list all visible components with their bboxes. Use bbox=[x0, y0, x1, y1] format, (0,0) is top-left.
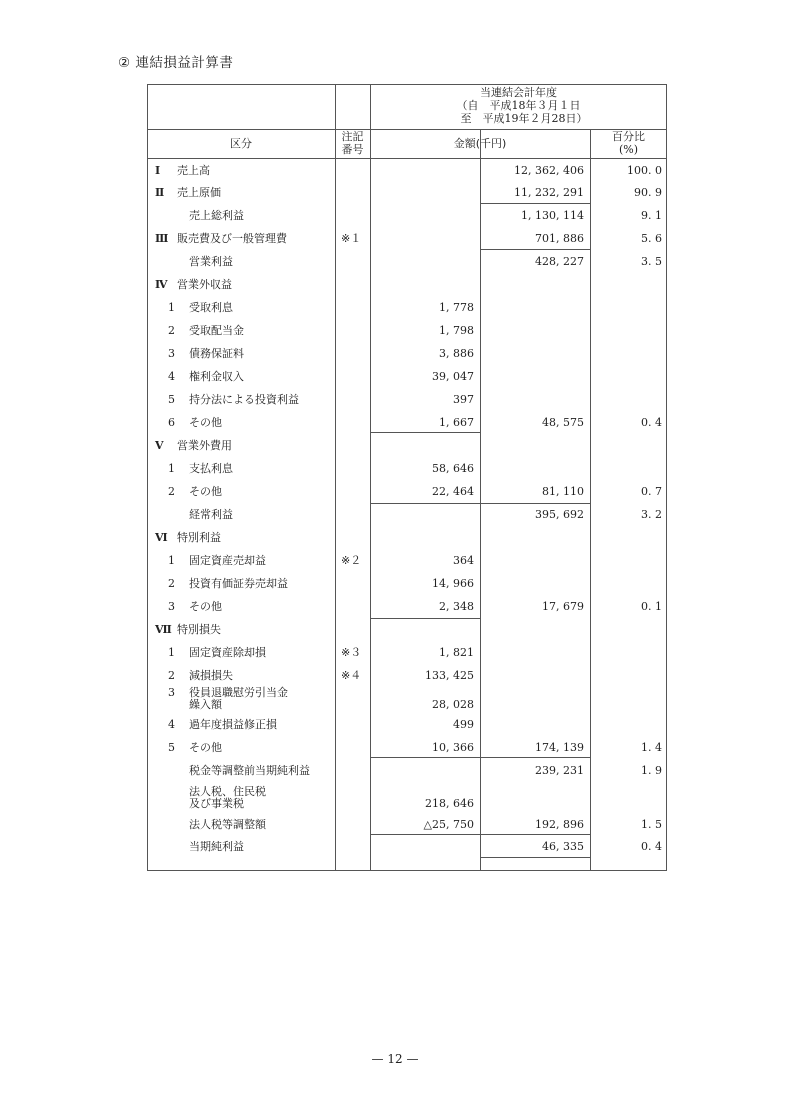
row-number: Ⅶ bbox=[155, 623, 172, 636]
header-amount: 金額(千円) bbox=[453, 137, 507, 150]
row-number: 4 bbox=[168, 718, 175, 731]
row-label: 持分法による投資利益 bbox=[189, 393, 299, 406]
sub-amount: 3, 886 bbox=[439, 347, 474, 360]
sub-amount: 1, 667 bbox=[439, 416, 474, 429]
sub-amount: 58, 646 bbox=[432, 462, 474, 475]
header-ratio-line1: 百分比 bbox=[612, 130, 645, 143]
ratio: 0. 4 bbox=[641, 840, 662, 853]
row-label: 減損損失 bbox=[189, 669, 233, 682]
section-title: ② 連結損益計算書 bbox=[118, 55, 234, 71]
row-label: 過年度損益修正損 bbox=[189, 718, 277, 731]
divider bbox=[370, 757, 590, 758]
period-header-line1: 当連結会計年度 bbox=[480, 86, 557, 99]
ratio: 1. 9 bbox=[641, 764, 662, 777]
total-amount: 174, 139 bbox=[535, 741, 584, 754]
note-ref: ※２ bbox=[341, 554, 362, 567]
sub-amount: 397 bbox=[453, 393, 474, 406]
row-number: 3 bbox=[168, 347, 175, 360]
row-label: 営業利益 bbox=[189, 255, 233, 268]
divider bbox=[590, 129, 591, 871]
ratio: 0. 4 bbox=[641, 416, 662, 429]
row-label: 固定資産売却益 bbox=[189, 554, 266, 567]
sub-amount: 1, 821 bbox=[439, 646, 474, 659]
header-category: 区分 bbox=[230, 137, 252, 150]
total-amount: 395, 692 bbox=[535, 508, 584, 521]
ratio: 9. 1 bbox=[641, 209, 662, 222]
divider bbox=[370, 84, 371, 871]
divider bbox=[370, 503, 590, 504]
divider bbox=[147, 129, 667, 130]
total-amount: 46, 335 bbox=[542, 840, 584, 853]
row-label: 受取利息 bbox=[189, 301, 233, 314]
row-number: 1 bbox=[168, 462, 175, 475]
ratio: 1. 5 bbox=[641, 818, 662, 831]
row-number: 2 bbox=[168, 577, 175, 590]
row-label: 支払利息 bbox=[189, 462, 233, 475]
row-number: 1 bbox=[168, 554, 175, 567]
header-note-line2: 番号 bbox=[341, 143, 364, 156]
row-label: その他 bbox=[189, 416, 222, 429]
ratio: 90. 9 bbox=[634, 186, 662, 199]
divider bbox=[480, 249, 590, 250]
divider bbox=[370, 432, 480, 433]
note-ref: ※４ bbox=[341, 669, 362, 682]
row-number: 1 bbox=[168, 646, 175, 659]
sub-amount: 28, 028 bbox=[432, 698, 474, 711]
divider bbox=[370, 618, 480, 619]
divider bbox=[480, 857, 590, 858]
header-ratio-line2: (%) bbox=[618, 143, 639, 156]
row-number: 1 bbox=[168, 301, 175, 314]
divider bbox=[480, 203, 590, 204]
period-header-line3: 至 平成19年２月28日） bbox=[449, 112, 588, 125]
row-number: 2 bbox=[168, 485, 175, 498]
row-label-line2: 繰入額 bbox=[189, 698, 222, 711]
page-number: — 12 — bbox=[371, 1052, 419, 1066]
row-label: 売上総利益 bbox=[189, 209, 244, 222]
row-label: 売上原価 bbox=[177, 186, 221, 199]
row-number: 4 bbox=[168, 370, 175, 383]
sub-amount: 1, 778 bbox=[439, 301, 474, 314]
row-label: 役員退職慰労引当金 bbox=[189, 686, 288, 699]
note-ref: ※１ bbox=[341, 232, 362, 245]
row-number: Ⅱ bbox=[155, 186, 165, 199]
row-label: 債務保証料 bbox=[189, 347, 244, 360]
ratio: 1. 4 bbox=[641, 741, 662, 754]
row-label: 法人税等調整額 bbox=[189, 818, 266, 831]
row-label: 特別損失 bbox=[177, 623, 221, 636]
row-number: Ⅵ bbox=[155, 531, 168, 544]
row-label-line2: 及び事業税 bbox=[189, 797, 244, 810]
note-ref: ※３ bbox=[341, 646, 362, 659]
row-label: 当期純利益 bbox=[189, 840, 244, 853]
total-amount: 239, 231 bbox=[535, 764, 584, 777]
row-number: 6 bbox=[168, 416, 175, 429]
sub-amount: 499 bbox=[453, 718, 474, 731]
divider bbox=[147, 158, 667, 159]
sub-amount: 10, 366 bbox=[432, 741, 474, 754]
row-number: Ⅲ bbox=[155, 232, 169, 245]
total-amount: 192, 896 bbox=[535, 818, 584, 831]
ratio: 3. 5 bbox=[641, 255, 662, 268]
row-label: 販売費及び一般管理費 bbox=[177, 232, 287, 245]
divider bbox=[370, 834, 590, 835]
sub-amount: 14, 966 bbox=[432, 577, 474, 590]
row-number: Ⅰ bbox=[155, 164, 161, 177]
total-amount: 701, 886 bbox=[535, 232, 584, 245]
divider bbox=[480, 129, 481, 871]
row-number: 3 bbox=[168, 686, 175, 699]
sub-amount: 22, 464 bbox=[432, 485, 474, 498]
total-amount: 81, 110 bbox=[542, 485, 584, 498]
header-note-line1: 注記 bbox=[341, 130, 364, 143]
ratio: 0. 7 bbox=[641, 485, 662, 498]
total-amount: 428, 227 bbox=[535, 255, 584, 268]
row-number: 5 bbox=[168, 741, 175, 754]
row-label: 経常利益 bbox=[189, 508, 233, 521]
sub-amount: 364 bbox=[453, 554, 474, 567]
row-label: 営業外費用 bbox=[177, 439, 232, 452]
sub-amount: 133, 425 bbox=[425, 669, 474, 682]
total-amount: 17, 679 bbox=[542, 600, 584, 613]
row-label: その他 bbox=[189, 741, 222, 754]
ratio: 0. 1 bbox=[641, 600, 662, 613]
sub-amount: 1, 798 bbox=[439, 324, 474, 337]
row-label: 権利金収入 bbox=[189, 370, 244, 383]
sub-amount: 218, 646 bbox=[425, 797, 474, 810]
row-label: その他 bbox=[189, 600, 222, 613]
sub-amount: 39, 047 bbox=[432, 370, 474, 383]
row-label: 特別利益 bbox=[177, 531, 221, 544]
period-header-line2: （自 平成18年３月１日 bbox=[456, 99, 581, 112]
row-number: 2 bbox=[168, 669, 175, 682]
row-label: その他 bbox=[189, 485, 222, 498]
total-amount: 11, 232, 291 bbox=[514, 186, 584, 199]
ratio: 3. 2 bbox=[641, 508, 662, 521]
row-number: Ⅳ bbox=[155, 278, 168, 291]
row-label: 固定資産除却損 bbox=[189, 646, 266, 659]
row-label: 売上高 bbox=[177, 164, 210, 177]
divider bbox=[335, 84, 336, 871]
row-label: 投資有価証券売却益 bbox=[189, 577, 288, 590]
sub-amount: 2, 348 bbox=[439, 600, 474, 613]
total-amount: 48, 575 bbox=[542, 416, 584, 429]
row-label: 営業外収益 bbox=[177, 278, 232, 291]
row-number: Ⅴ bbox=[155, 439, 164, 452]
sub-amount: △25, 750 bbox=[423, 818, 474, 831]
total-amount: 1, 130, 114 bbox=[521, 209, 584, 222]
row-number: 5 bbox=[168, 393, 175, 406]
row-label: 法人税、住民税 bbox=[189, 785, 266, 798]
row-number: 3 bbox=[168, 600, 175, 613]
ratio: 5. 6 bbox=[641, 232, 662, 245]
ratio: 100. 0 bbox=[627, 164, 662, 177]
row-label: 受取配当金 bbox=[189, 324, 244, 337]
row-number: 2 bbox=[168, 324, 175, 337]
row-label: 税金等調整前当期純利益 bbox=[189, 764, 310, 777]
total-amount: 12, 362, 406 bbox=[514, 164, 584, 177]
